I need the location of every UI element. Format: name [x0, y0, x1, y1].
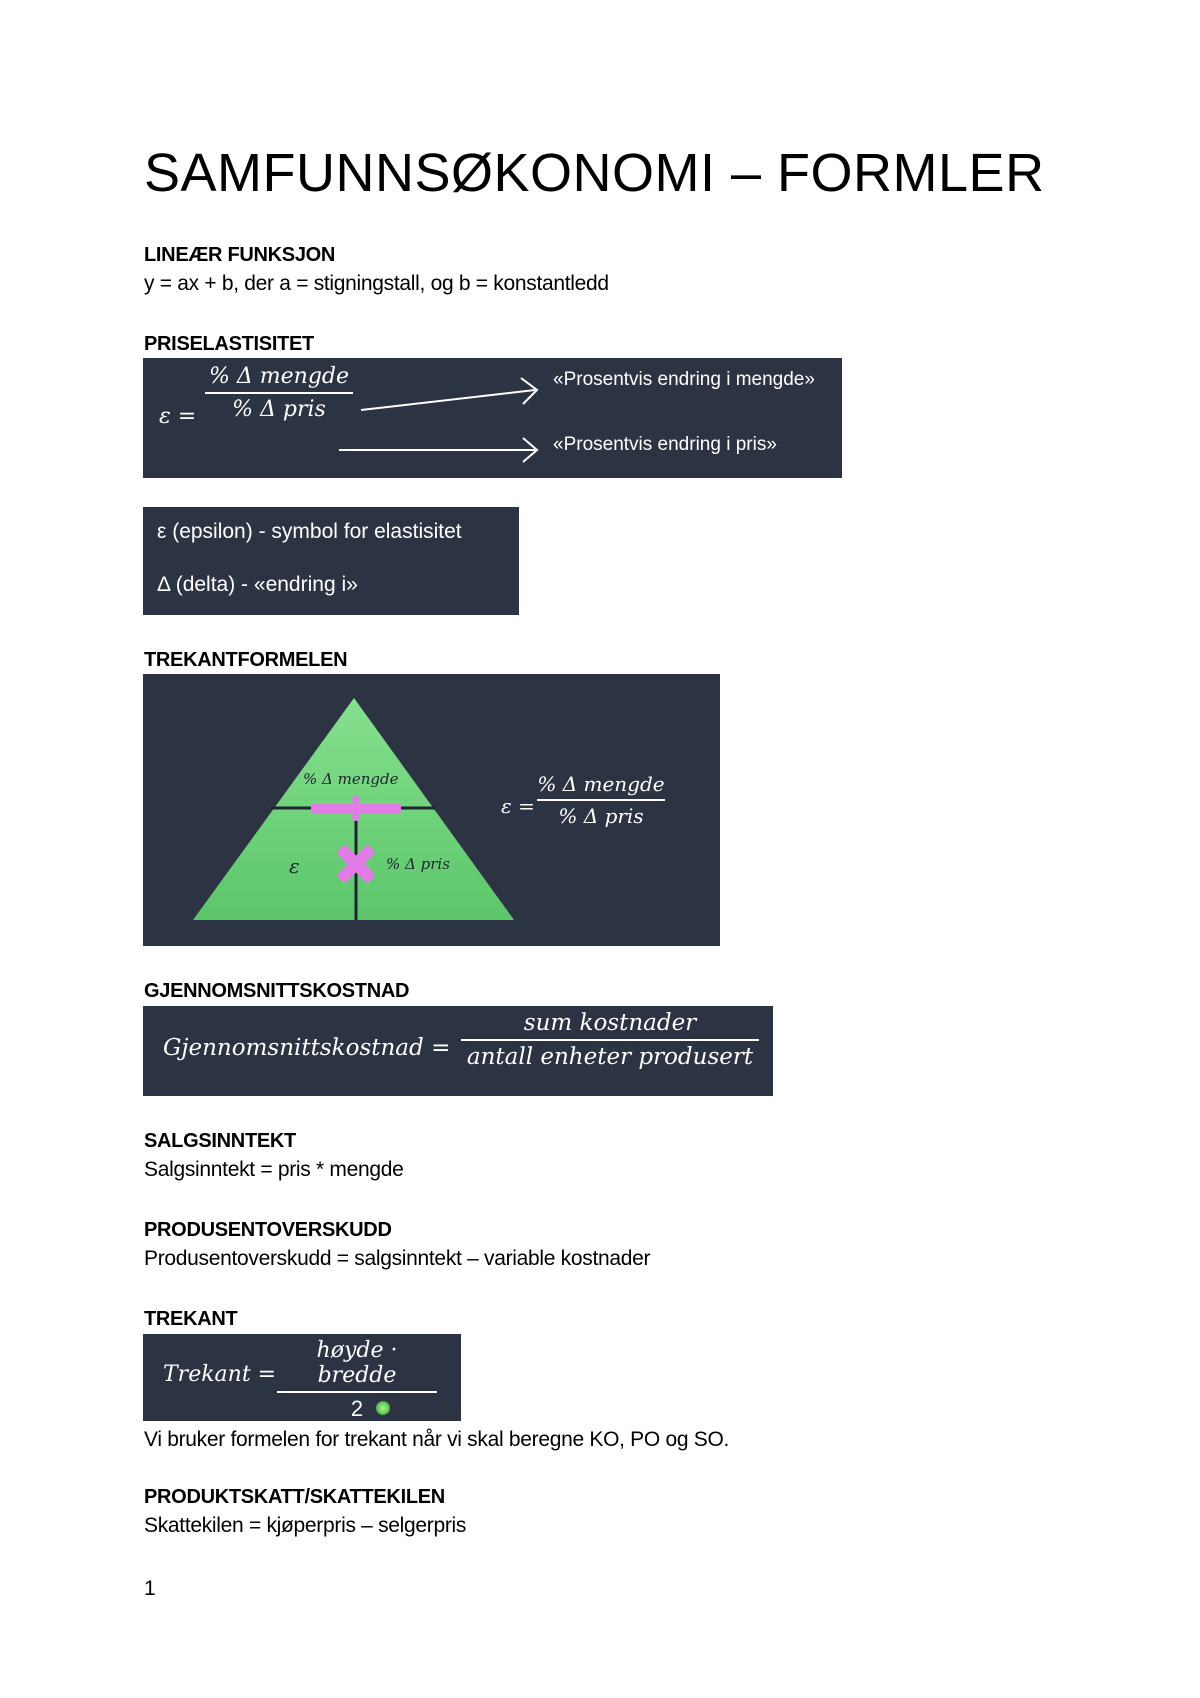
tax-text: Skattekilen = kjøperpris – selgerpris: [144, 1514, 467, 1537]
triangle-formula-box: [143, 674, 720, 946]
triangle-formula-heading: TREKANTFORMELEN: [144, 649, 348, 671]
cursor-highlight-dot: [376, 1401, 390, 1415]
producer-surplus-heading: PRODUSENTOVERSKUDD: [144, 1219, 392, 1241]
page-title: SAMFUNNSØKONOMI – FORMLER: [144, 143, 1045, 203]
fraction-numerator: % Δ mengde: [208, 364, 349, 389]
triangle-text: Vi bruker formelen for trekant når vi skal beregne KO, PO og SO.: [144, 1428, 730, 1451]
average-cost-heading: GJENNOMSNITTSKOSTNAD: [144, 980, 410, 1002]
epsilon-symbol: ε: [501, 794, 512, 818]
fraction-denominator: % Δ pris: [558, 804, 644, 828]
triangle-lhs: Trekant: [163, 1362, 251, 1387]
legend-delta: Δ (delta) - «endring i»: [157, 573, 358, 596]
division-dot-top: [352, 796, 360, 804]
elasticity-heading: PRISELASTISITET: [144, 333, 314, 355]
equals-sign: =: [177, 404, 197, 429]
equals-sign: =: [518, 794, 535, 818]
revenue-text: Salgsinntekt = pris * mengde: [144, 1158, 404, 1181]
epsilon-symbol: ε: [159, 404, 171, 429]
fraction-denominator: % Δ pris: [232, 397, 326, 422]
triangle-right-label: % Δ pris: [386, 855, 450, 873]
fraction-numerator: % Δ mengde: [537, 772, 665, 796]
producer-surplus-text: Produsentoverskudd = salgsinntekt – variable kostnader: [144, 1247, 651, 1270]
triangle-heading: TREKANT: [144, 1308, 238, 1330]
page-number: 1: [144, 1577, 156, 1600]
note-numerator: «Prosentvis endring i mengde»: [553, 369, 815, 390]
triangle-top-label: % Δ mengde: [303, 770, 399, 788]
linear-text: y = ax + b, der a = stigningstall, og b = konstantledd: [144, 272, 609, 295]
equals-sign: =: [257, 1362, 277, 1387]
average-cost-box: [143, 1006, 773, 1096]
triangle-area-box: [143, 1334, 461, 1421]
linear-heading: LINEÆR FUNKSJON: [144, 244, 336, 266]
fraction-numerator: sum kostnader: [523, 1010, 697, 1036]
revenue-heading: SALGSINNTEKT: [144, 1130, 296, 1152]
equals-sign: =: [431, 1035, 451, 1061]
symbol-legend-box: [143, 507, 519, 615]
triangle-left-label: ε: [289, 854, 300, 878]
tax-heading: PRODUKTSKATT/SKATTEKILEN: [144, 1486, 445, 1508]
division-dot-bottom: [352, 813, 360, 821]
fraction-denominator: antall enheter produsert: [466, 1044, 754, 1070]
arrow-line-numerator: [361, 390, 535, 410]
fraction-numerator: høyde · bredde: [316, 1338, 398, 1388]
fraction-denominator: 2: [350, 1396, 364, 1421]
note-denominator: «Prosentvis endring i pris»: [553, 434, 777, 455]
legend-epsilon: ε (epsilon) - symbol for elastisitet: [157, 520, 462, 543]
elasticity-formula-box: [143, 358, 842, 478]
average-cost-lhs: Gjennomsnittskostnad: [163, 1035, 424, 1061]
division-marker: [311, 804, 401, 813]
